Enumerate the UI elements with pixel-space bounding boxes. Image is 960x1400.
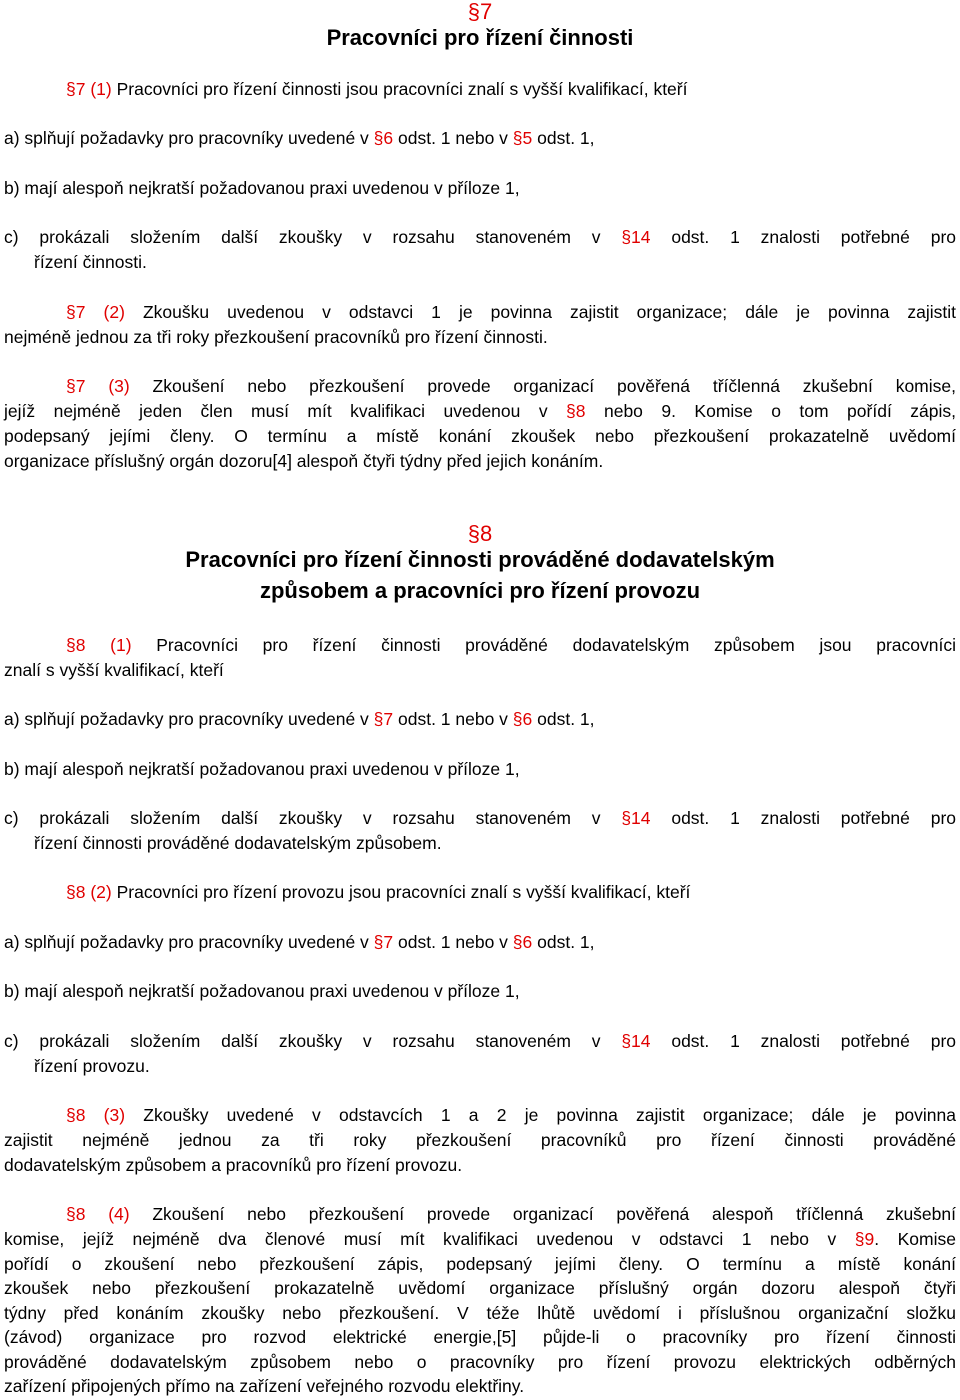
section-8-title-l1: Pracovníci pro řízení činnosti prováděné dodavatelským [185,547,775,572]
s8-p4-l8: zařízení připojených přímo na zařízení veřejného rozvodu elektřiny. [4,1376,525,1396]
s7-p3-l1: §7 (3) Zkoušení nebo přezkoušení provede organizací pověřená tříčlenná zkušební komise, [66,376,956,396]
ref-link[interactable]: §8 [566,401,586,421]
ref-link[interactable]: §14 [621,1031,651,1051]
s7-p2-l2: nejméně jednou za tři roky přezkoušení pracovníků pro řízení činnosti. [4,327,548,347]
s7-p2-ref[interactable]: §7 (2) [66,302,125,322]
section-8-sign[interactable] [0,522,960,547]
section-8-link[interactable]: §8 [467,521,493,546]
section-7-link[interactable]: §7 [467,0,493,24]
s8-p1-l2: znalí s vyšší kvalifikací, kteří [4,660,224,680]
s7-p3-l4: organizace příslušný orgán dozoru[4] alespoň čtyři týdny před jejich konáním. [4,451,604,471]
ref-link[interactable]: §6 [512,709,533,729]
ref-link[interactable]: §7 [373,932,394,952]
s7-p1-a: a) splňují požadavky pro pracovníky uvedené v §6 odst. 1 nebo v §5 odst. 1, [4,128,595,148]
s8-p3-l2: zajistit nejméně jednou za tři roky přezkoušení pracovníků pro řízení činnosti prováděné [4,1130,956,1150]
s7-p1: §7 (1) Pracovníci pro řízení činnosti jsou pracovníci znalí s vyšší kvalifikací, kteří [66,79,688,99]
ref-link[interactable]: §5 [512,128,533,148]
s7-p3-ref[interactable]: §7 (3) [66,376,130,396]
s7-p3-l3: podepsaný jejími členy. O termínu a místě konání zkoušek nebo přezkoušení prokazatelně uvědomí [4,426,956,446]
s8-p2-c: c) prokázali složením další zkoušky v rozsahu stanoveném v §14 odst. 1 znalosti potřebné pro [4,1031,957,1051]
s8-p4-l5: týdny před konáním zkoušky nebo přezkoušení. V téže lhůtě uvědomí i příslušnou organizační složku [4,1303,956,1323]
s8-p1-c: c) prokázali složením další zkoušky v rozsahu stanoveném v §14 odst. 1 znalosti potřebné pro [4,808,957,828]
ref-link[interactable]: §6 [373,128,394,148]
section-7-sign[interactable] [0,0,960,25]
s8-p4-l4: zkoušek nebo přezkoušení prokazatelně uvědomí organizace příslušný orgán dozoru alespoň čtyři [4,1278,956,1298]
s7-p1-b: b) mají alespoň nejkratší požadovanou praxi uvedenou v příloze 1, [4,178,520,198]
section-8-title-l2: způsobem a pracovníci pro řízení provozu [259,578,701,603]
s7-p1-c-cont: řízení činnosti. [34,252,147,272]
s8-p4-l7: prováděné dodavatelským způsobem nebo o pracovníky pro řízení provozu elektrických odběrných [4,1352,956,1372]
s8-p2-a: a) splňují požadavky pro pracovníky uvedené v §7 odst. 1 nebo v §6 odst. 1, [4,932,595,952]
s8-p4-l1: §8 (4) Zkoušení nebo přezkoušení provede organizací pověřená alespoň tříčlenná zkušební [66,1204,956,1224]
s8-p2-ref[interactable]: §8 (2) [66,882,112,902]
ref-link[interactable]: §14 [621,808,651,828]
ref-link[interactable]: §6 [512,932,533,952]
s7-p1-c: c) prokázali složením další zkoušky v rozsahu stanoveném v §14 odst. 1 znalosti potřebné pro [4,227,957,247]
s8-p2-b: b) mají alespoň nejkratší požadovanou praxi uvedenou v příloze 1, [4,981,520,1001]
s8-p1-a: a) splňují požadavky pro pracovníky uvedené v §7 odst. 1 nebo v §6 odst. 1, [4,709,595,729]
s8-p4-ref[interactable]: §8 (4) [66,1204,130,1224]
s8-p3-l1: §8 (3) Zkoušky uvedené v odstavcích 1 a 2 je povinna zajistit organizace; dále je povinna [66,1105,957,1125]
s8-p4-l6: (závod) organizace pro rozvod elektrické energie,[5] půjde-li o pracovníky pro řízení činnosti [4,1327,956,1347]
s8-p2-c-cont: řízení provozu. [34,1056,150,1076]
s8-p4-l3: pořídí o zkoušení nebo přezkoušení zápis, podepsaný jejími členy. O termínu a místě konání [4,1254,956,1274]
ref-link[interactable]: §14 [621,227,651,247]
section-7-title: Pracovníci pro řízení činnosti [326,25,634,50]
s7-p1-ref[interactable]: §7 (1) [66,79,112,99]
s7-p2-l1: §7 (2) Zkoušku uvedenou v odstavci 1 je povinna zajistit organizace; dále je povinna zajistit [66,302,956,322]
ref-link[interactable]: §9 [854,1229,875,1249]
s8-p3-ref[interactable]: §8 (3) [66,1105,126,1125]
s8-p1-c-cont: řízení činnosti prováděné dodavatelským způsobem. [34,833,442,853]
s8-p1-b: b) mají alespoň nejkratší požadovanou praxi uvedenou v příloze 1, [4,759,520,779]
s8-p1-l1: §8 (1) Pracovníci pro řízení činnosti prováděné dodavatelským způsobem jsou pracovníci [66,635,956,655]
s7-p3-l2: jejíž nejméně jeden člen musí mít kvalifikaci uvedenou v §8 nebo 9. Komise o tom pořídí zápis, [4,401,956,421]
s8-p2: §8 (2) Pracovníci pro řízení provozu jsou pracovníci znalí s vyšší kvalifikací, kteří [66,882,691,902]
s8-p1-ref[interactable]: §8 (1) [66,635,132,655]
ref-link[interactable]: §7 [373,709,394,729]
s8-p3-l3: dodavatelským způsobem a pracovníků pro řízení provozu. [4,1155,463,1175]
s8-p4-l2: komise, jejíž nejméně dva členové musí mít kvalifikaci uvedenou v odstavci 1 nebo v §9. Komise [4,1229,956,1249]
